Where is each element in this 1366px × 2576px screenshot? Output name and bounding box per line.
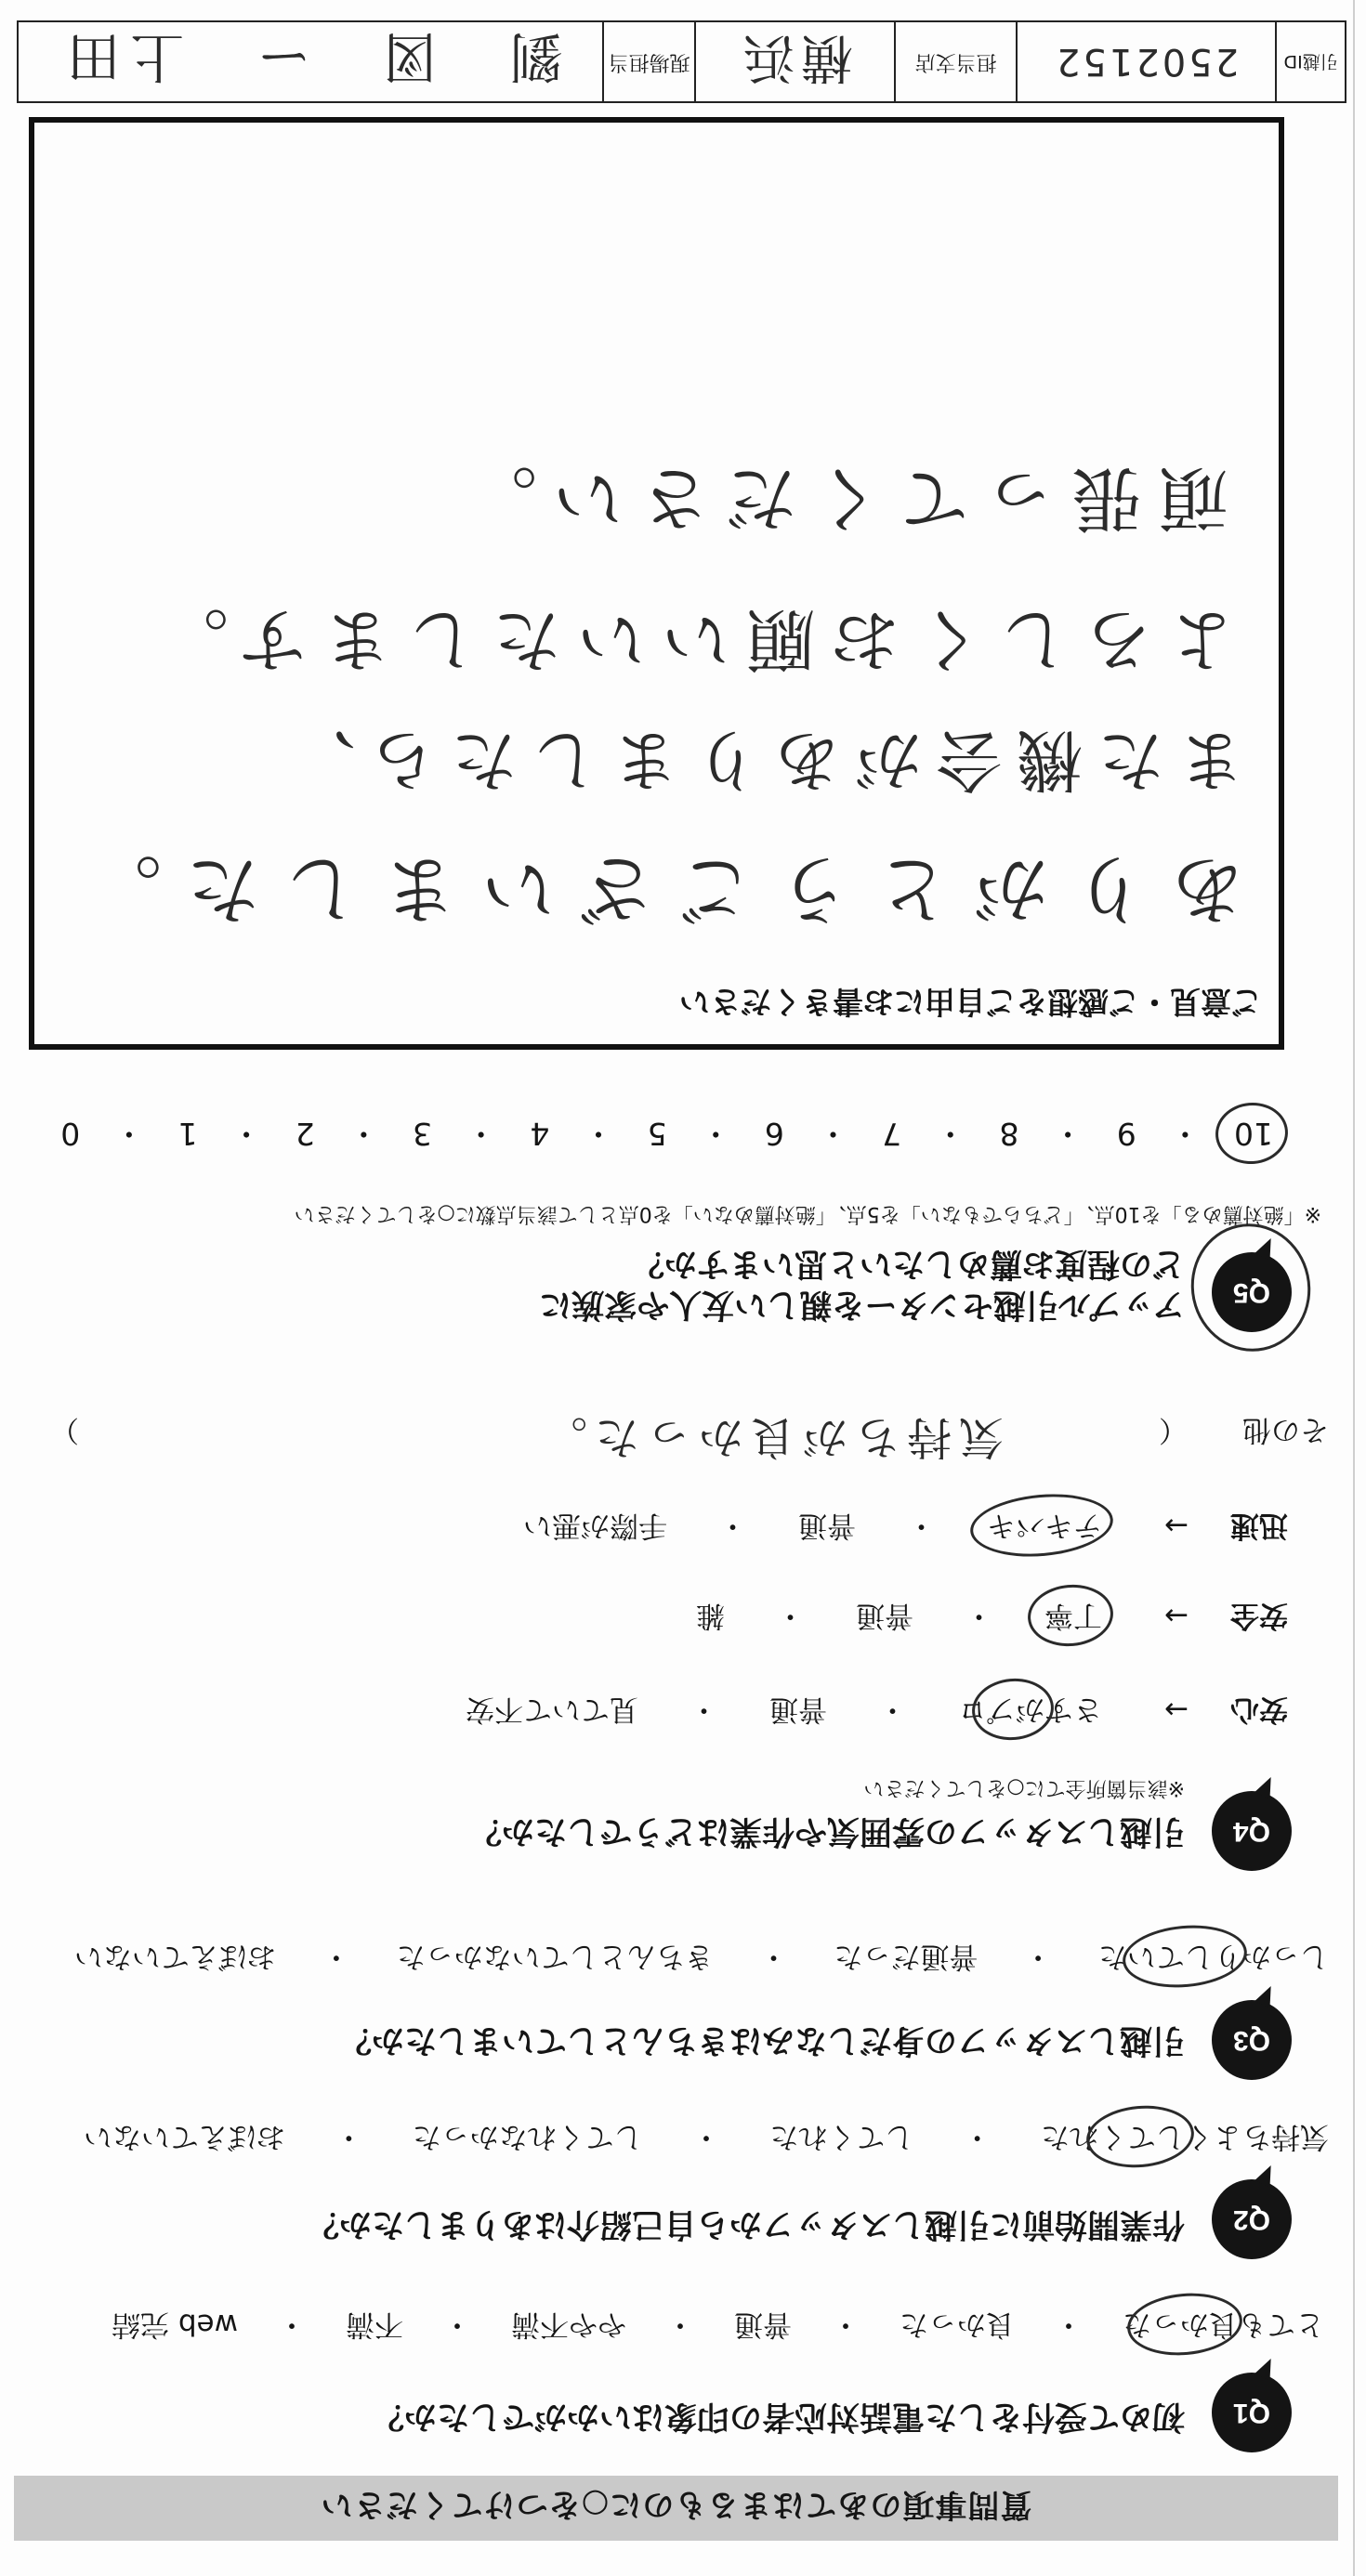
- separator-dot: ・: [230, 1116, 262, 1152]
- q2-option[interactable]: してくれなかった: [412, 2120, 643, 2153]
- q3-badge: [1212, 2000, 1292, 2080]
- separator-dot: ・: [878, 1693, 907, 1726]
- q3-option[interactable]: きちんとしていなかった: [396, 1940, 714, 1973]
- comment-line: 頑張ってください。: [451, 457, 1228, 540]
- separator-dot: ・: [1023, 1940, 1053, 1973]
- other-handwritten[interactable]: 気持ちが良かった。: [534, 1411, 1004, 1463]
- instruction-band: [14, 2476, 1338, 2541]
- score-option[interactable]: 7: [882, 1116, 902, 1152]
- score-option[interactable]: 2: [295, 1116, 315, 1152]
- q4-option[interactable]: 普通: [769, 1693, 827, 1726]
- separator-dot: ・: [935, 1116, 966, 1152]
- separator-dot: ・: [700, 1116, 731, 1152]
- q4-row-jinsoku: [523, 1504, 1288, 1547]
- q4-badge-label: Q4: [1232, 1816, 1271, 1847]
- id-value: 2502152: [1054, 40, 1240, 84]
- score-option[interactable]: 10: [1234, 1112, 1273, 1155]
- branch-value: 横浜: [737, 27, 853, 88]
- instruction-text: 質問事項のあてはまるものに○をつけてください: [320, 2486, 1032, 2524]
- separator-dot: ・: [690, 1693, 718, 1726]
- score-option[interactable]: 1: [177, 1116, 198, 1152]
- q3-option[interactable]: 普通だった: [834, 1940, 979, 1973]
- separator-dot: ・: [583, 1116, 614, 1152]
- staff-value: 劉 図 ー 上田: [58, 25, 564, 89]
- q4-question: 引越しスタッフの雰囲気や作業はどうでしたか？: [468, 1812, 1185, 1850]
- comment-line: ありがとうございました。: [63, 845, 1245, 932]
- q4-row-anshin: [466, 1688, 1288, 1731]
- q2-badge-label: Q2: [1232, 2204, 1271, 2235]
- separator-dot: ・: [334, 2120, 363, 2153]
- q4-badge: [1212, 1791, 1292, 1871]
- row-label: 迅速: [1230, 1509, 1288, 1542]
- q5-badge-label: Q5: [1232, 1277, 1271, 1308]
- id-value-cell[interactable]: [1016, 22, 1275, 101]
- header-table: [17, 20, 1346, 103]
- separator-dot: ・: [691, 2120, 721, 2153]
- q4-option[interactable]: 見ていて不安: [466, 1693, 638, 1726]
- score-option[interactable]: 0: [60, 1116, 81, 1152]
- q4-row-anzen: [696, 1594, 1288, 1637]
- q1-question: 初めて受付をした電話対応者の印象はいかがでしたか？: [371, 2398, 1185, 2435]
- separator-dot: ・: [1054, 2308, 1084, 2341]
- q3-option[interactable]: しっかりしていた: [1098, 1935, 1329, 1978]
- separator-dot: ・: [818, 1116, 849, 1152]
- separator-dot: ・: [348, 1116, 379, 1152]
- q4-option[interactable]: 雑: [696, 1599, 725, 1632]
- other-label: その他: [1242, 1413, 1329, 1446]
- arrow-icon: →: [1164, 1509, 1189, 1542]
- q3-option[interactable]: おぼえていない: [74, 1940, 277, 1973]
- id-label-cell: [1275, 22, 1345, 101]
- separator-dot: ・: [831, 2308, 860, 2341]
- q5-scale: [60, 1112, 1273, 1155]
- score-option[interactable]: 8: [999, 1116, 1019, 1152]
- q1-option[interactable]: web 完結: [112, 2308, 238, 2341]
- q5-question-line1: アップル引越センターを親しい友人や家族に: [539, 1286, 1185, 1323]
- staff-label: 現場担当: [608, 50, 690, 74]
- separator-dot: ・: [466, 1116, 497, 1152]
- q4-option[interactable]: 手際が悪い: [523, 1509, 667, 1542]
- q4-option[interactable]: テキパキ: [987, 1504, 1102, 1547]
- arrow-icon: →: [1164, 1693, 1189, 1726]
- q4-option[interactable]: 普通: [798, 1509, 856, 1542]
- q2-option[interactable]: してくれた: [769, 2120, 914, 2153]
- q1-badge-label: Q1: [1232, 2398, 1271, 2428]
- q1-option[interactable]: とても良かった: [1123, 2303, 1324, 2346]
- staff-label-cell: [602, 22, 694, 101]
- separator-dot: ・: [1169, 1116, 1201, 1152]
- q1-options: [112, 2303, 1324, 2346]
- q1-option[interactable]: 不満: [346, 2308, 403, 2341]
- q5-question-line2: どの程度お薦めしたいと思いますか？: [631, 1245, 1185, 1282]
- row-options: [466, 1688, 1102, 1731]
- q1-option[interactable]: 普通: [734, 2308, 792, 2341]
- q4-option[interactable]: 丁寧: [1044, 1594, 1102, 1637]
- separator-dot: ・: [665, 2308, 695, 2341]
- q2-option[interactable]: 気持ちよくしてくれた: [1041, 2115, 1329, 2158]
- q3-question: 引越しスタッフの身だしなみはきちんとしていましたか？: [338, 2021, 1185, 2059]
- q3-badge-label: Q3: [1232, 2025, 1271, 2056]
- separator-dot: ・: [277, 2308, 307, 2341]
- separator-dot: ・: [963, 2120, 992, 2153]
- comment-line: また機会がありましたら、: [274, 721, 1245, 799]
- branch-value-cell[interactable]: [694, 22, 894, 101]
- separator-dot: ・: [1052, 1116, 1084, 1152]
- other-paren-close: ）: [50, 1413, 79, 1446]
- score-option[interactable]: 3: [413, 1116, 433, 1152]
- separator-dot: ・: [776, 1599, 805, 1632]
- q5-note: ※「絶対薦める」を10点、「どちらでもない」を5点、「絶対薦めない」を0点として該当点数に○をしてください: [294, 1202, 1321, 1225]
- q2-badge: [1212, 2179, 1292, 2259]
- q1-option[interactable]: 良かった: [900, 2308, 1015, 2341]
- comment-heading: ご意見・ご感想をご自由にお書きください: [679, 984, 1262, 1020]
- row-options: [696, 1594, 1102, 1637]
- comment-line: よろしくお願いいたします。: [143, 599, 1238, 679]
- q3-options: [74, 1935, 1329, 1978]
- separator-dot: ・: [442, 2308, 472, 2341]
- separator-dot: ・: [322, 1940, 351, 1973]
- id-label: 引越ID: [1283, 51, 1338, 72]
- row-label: 安心: [1230, 1693, 1288, 1726]
- q2-options: [84, 2115, 1329, 2158]
- score-option[interactable]: 4: [530, 1116, 550, 1152]
- separator-dot: ・: [759, 1940, 789, 1973]
- q1-badge: [1212, 2373, 1292, 2452]
- row-label: 安全: [1230, 1599, 1288, 1632]
- branch-label-cell: [894, 22, 1016, 101]
- q4-option[interactable]: 普通: [856, 1599, 913, 1632]
- separator-dot: ・: [113, 1116, 145, 1152]
- q2-question: 作業開始前に引越しスタッフから自己紹介はありましたか？: [306, 2205, 1185, 2243]
- q1-option[interactable]: やや不満: [511, 2308, 626, 2341]
- q5-badge: [1212, 1252, 1292, 1332]
- comment-box[interactable]: [29, 117, 1284, 1050]
- separator-dot: ・: [718, 1509, 747, 1542]
- other-paren-open: （: [1159, 1413, 1188, 1446]
- arrow-icon: →: [1164, 1599, 1189, 1632]
- separator-dot: ・: [965, 1599, 993, 1632]
- q2-option[interactable]: おぼえていない: [84, 2120, 286, 2153]
- q4-option[interactable]: さすがプロ: [958, 1688, 1102, 1731]
- branch-label: 担当支店: [914, 50, 997, 74]
- staff-value-cell[interactable]: [19, 22, 602, 101]
- row-options: [523, 1504, 1102, 1547]
- q4-note: ※該当箇所全てに○をしてください: [863, 1776, 1185, 1799]
- score-option[interactable]: 5: [647, 1116, 667, 1152]
- paper-edge: [1353, 0, 1355, 2576]
- score-option[interactable]: 6: [764, 1116, 784, 1152]
- q4-row-other-label: [1242, 1408, 1329, 1451]
- score-option[interactable]: 9: [1116, 1116, 1136, 1152]
- separator-dot: ・: [907, 1509, 936, 1542]
